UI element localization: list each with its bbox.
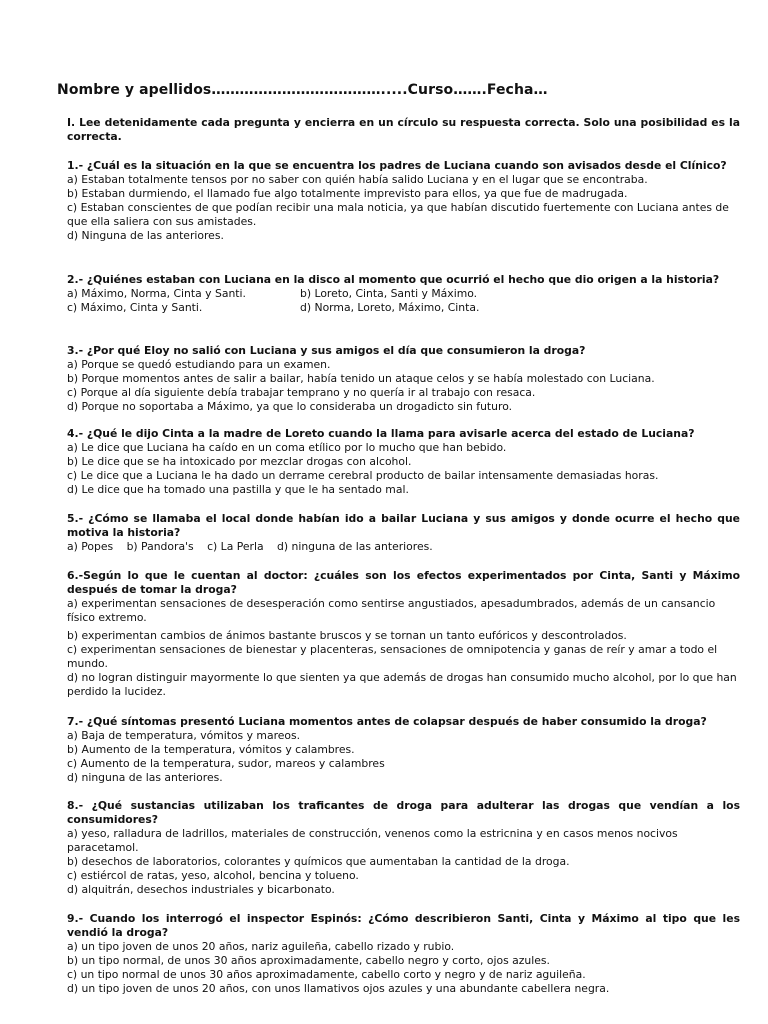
option-a[interactable]: a) un tipo joven de unos 20 años, nariz aguileña, cabello rizado y rubio. (67, 940, 455, 953)
question-text: 3.- ¿Por qué Eloy no salió con Luciana y sus amigos el día que consumieron la droga? (67, 344, 586, 357)
option-d[interactable]: d) Ninguna de las anteriores. (67, 229, 224, 242)
option-d[interactable]: d) Porque no soportaba a Máximo, ya que lo consideraba un drogadicto sin futuro. (67, 400, 513, 413)
option-d[interactable]: d) Le dice que ha tomado una pastilla y que le ha sentado mal. (67, 483, 409, 496)
option-b[interactable]: b) Pandora's (126, 540, 194, 553)
option-d[interactable]: d) no logran distinguir mayormente lo que sienten ya que además de drogas han consumido mucho alcohol, por lo que han perdido la lucidez. (67, 671, 737, 698)
option-b[interactable]: b) Aumento de la temperatura, vómitos y calambres. (67, 743, 355, 756)
option-d[interactable]: d) Norma, Loreto, Máximo, Cinta. (300, 301, 480, 314)
option-d[interactable]: d) un tipo joven de unos 20 años, con unos llamativos ojos azules y una abundante cabellera negra. (67, 982, 610, 995)
option-b[interactable]: b) Le dice que se ha intoxicado por mezclar drogas con alcohol. (67, 455, 412, 468)
question-8 (67, 799, 740, 897)
question-6 (67, 569, 740, 699)
question-3 (67, 344, 740, 414)
option-a[interactable]: a) Popes (67, 540, 114, 553)
option-c[interactable]: c) Le dice que a Luciana le ha dado un derrame cerebral producto de bailar intensamente demasiadas horas. (67, 469, 659, 482)
option-d[interactable]: d) alquitrán, desechos industriales y bicarbonato. (67, 883, 335, 896)
option-c[interactable]: c) Máximo, Cinta y Santi. (67, 301, 203, 314)
option-a[interactable]: a) yeso, ralladura de ladrillos, materiales de construcción, venenos como la estricnina y en casos menos nocivos paracetamol. (67, 827, 678, 854)
question-4 (67, 427, 740, 497)
question-2 (67, 273, 740, 315)
question-text: 7.- ¿Qué síntomas presentó Luciana momentos antes de colapsar después de haber consumido la droga? (67, 715, 707, 728)
option-d[interactable]: d) ninguna de las anteriores. (277, 540, 433, 553)
question-text: 6.-Según lo que le cuentan al doctor: ¿cuáles son los efectos experimentados por Cinta, Santi y Máximo después de tomar la droga? (67, 569, 740, 596)
option-b[interactable]: b) desechos de laboratorios, colorantes y químicos que aumentaban la cantidad de la droga. (67, 855, 570, 868)
question-text: 5.- ¿Cómo se llamaba el local donde habían ido a bailar Luciana y sus amigos y donde ocurre el hecho que motiva la historia? (67, 512, 740, 539)
option-b[interactable]: b) Porque momentos antes de salir a bailar, había tenido un ataque celos y se había molestado con Luciana. (67, 372, 655, 385)
option-b[interactable]: b) experimentan cambios de ánimos bastante bruscos y se tornan un tanto eufóricos y descontrolados. (67, 629, 627, 642)
option-b[interactable]: b) un tipo normal, de unos 30 años aproximadamente, cabello negro y corto, ojos azules. (67, 954, 550, 967)
question-9 (67, 912, 740, 996)
option-a[interactable]: a) Porque se quedó estudiando para un examen. (67, 358, 331, 371)
option-a[interactable]: a) Estaban totalmente tensos por no saber con quién había salido Luciana y en el lugar que se encontraba. (67, 173, 648, 186)
option-c[interactable]: c) un tipo normal de unos 30 años aproximadamente, cabello corto y negro y de nariz aguileña. (67, 968, 586, 981)
question-5 (67, 512, 740, 554)
instructions: I. Lee detenidamente cada pregunta y encierra en un círculo su respuesta correcta. Solo una posibilidad es la correcta. (67, 116, 740, 143)
option-a[interactable]: a) Le dice que Luciana ha caído en un coma etílico por lo mucho que han bebido. (67, 441, 507, 454)
option-c[interactable]: c) Porque al día siguiente debía trabajar temprano y no quería ir al trabajo con resaca. (67, 386, 536, 399)
question-1 (67, 159, 740, 243)
option-c[interactable]: c) Aumento de la temperatura, sudor, mareos y calambres (67, 757, 385, 770)
question-text: 4.- ¿Qué le dijo Cinta a la madre de Loreto cuando la llama para avisarle acerca del estado de Luciana? (67, 427, 695, 440)
question-7 (67, 715, 740, 785)
question-text: 1.- ¿Cuál es la situación en la que se encuentra los padres de Luciana cuando son avisados desde el Clínico? (67, 159, 727, 172)
option-b[interactable]: b) Estaban durmiendo, el llamado fue algo totalmente imprevisto para ellos, ya que fue de madrugada. (67, 187, 628, 200)
option-d[interactable]: d) ninguna de las anteriores. (67, 771, 223, 784)
option-c[interactable]: c) experimentan sensaciones de bienestar y placenteras, sensaciones de omnipotencia y ganas de reír y amar a todo el mundo. (67, 643, 718, 670)
option-c[interactable]: c) La Perla (207, 540, 264, 553)
option-a[interactable]: a) Máximo, Norma, Cinta y Santi. (67, 287, 246, 300)
option-a[interactable]: a) experimentan sensaciones de desesperación como sentirse angustiados, apesadumbrados, además de un cansancio físico extremo. (67, 597, 716, 624)
question-text: 9.- Cuando los interrogó el inspector Espinós: ¿Cómo describieron Santi, Cinta y Máximo al tipo que les vendió la droga? (67, 912, 740, 939)
option-a[interactable]: a) Baja de temperatura, vómitos y mareos. (67, 729, 301, 742)
question-text: 2.- ¿Quiénes estaban con Luciana en la disco al momento que ocurrió el hecho que dio origen a la historia? (67, 273, 720, 286)
option-b[interactable]: b) Loreto, Cinta, Santi y Máximo. (300, 287, 478, 300)
option-c[interactable]: c) Estaban conscientes de que podían recibir una mala noticia, ya que habían discutido fuertemente con Luciana antes de que ella saliera con sus amistades. (67, 201, 729, 228)
student-header: Nombre y apellidos……………………………….....Curso…….Fecha… (57, 82, 548, 98)
question-text: 8.- ¿Qué sustancias utilizaban los traficantes de droga para adulterar las drogas que vendían a los consumidores? (67, 799, 740, 826)
option-c[interactable]: c) estiércol de ratas, yeso, alcohol, bencina y tolueno. (67, 869, 359, 882)
